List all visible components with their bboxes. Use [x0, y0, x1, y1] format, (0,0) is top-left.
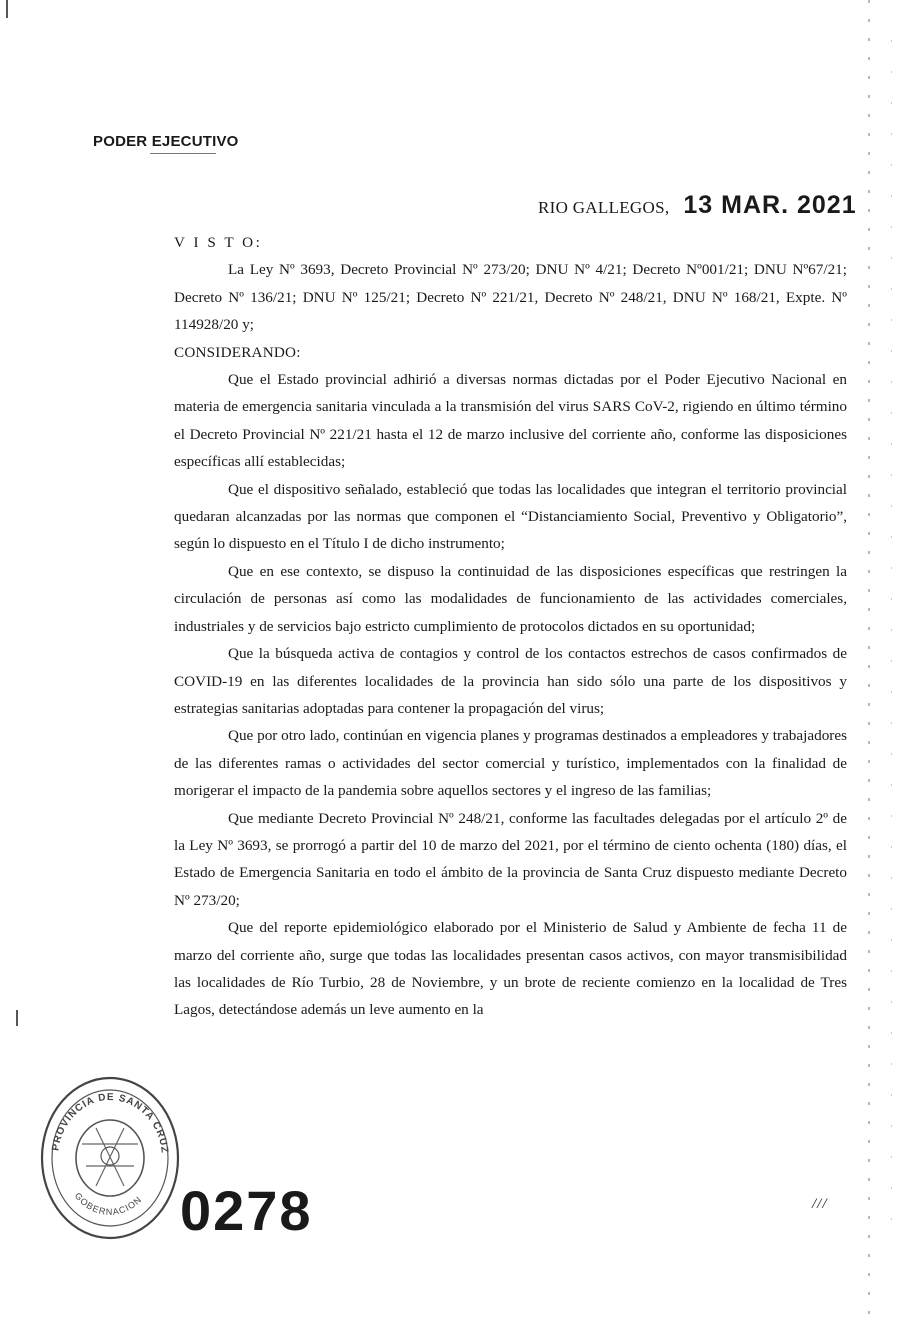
considerando-paragraph: Que por otro lado, continúan en vigencia planes y programas destinados a empleadores y trabajadores de las diferentes ramas o actividades del sector comercial y turístico, implementados con la finalidad de morigerar el impacto de la pandemia sobre aquellos sectores y el ingreso de las familias; [174, 727, 847, 800]
considerando-paragraph: Que la búsqueda activa de contagios y control de los contactos estrechos de casos confirmados de COVID-19 en las diferentes localidades de la provincia han sido sólo una parte de los dispositivos y estrategias sanitarias adoptadas para contener la propagación del virus; [174, 645, 847, 717]
official-seal-icon [36, 1066, 184, 1244]
considerando-paragraph: Que el dispositivo señalado, estableció que todas las localidades que integran el territorio provincial quedaran alcanzadas por las normas que componen el “Distanciamiento Social, Preventivo y Obligatorio”, según lo dispuesto en el Título I de dicho instrumento; [174, 480, 847, 553]
date-line [538, 191, 857, 220]
letterhead-underline [150, 153, 216, 154]
considerando-paragraph: Que en ese contexto, se dispuso la continuidad de las disposiciones específicas que restringen la circulación de personas así como las modalidades de funcionamiento de las actividades comerciales, industriales y de servicios bajo estricto cumplimiento de protocolos dictados en su oportunidad; [174, 562, 847, 635]
scan-noise [868, 0, 870, 1328]
considerando-paragraph: Que mediante Decreto Provincial Nº 248/21, conforme las facultades delegadas por el artículo 2º de la Ley Nº 3693, se prorrogó a partir del 10 de marzo del 2021, por el término de ciento ochenta (180) días, el Estado de Emergencia Sanitaria en todo el ámbito de la provincia de Santa Cruz dispuesto mediante Decreto Nº 273/20; [174, 809, 847, 909]
visto-heading: V I S T O: [174, 234, 263, 251]
svg-text:PROVINCIA DE SANTA CRUZ: PROVINCIA DE SANTA CRUZ [50, 1091, 170, 1155]
date-stamp: 13 MAR. 2021 [683, 191, 857, 219]
considerando-paragraph: Que del reporte epidemiológico elaborado por el Ministerio de Salud y Ambiente de fecha 11 de marzo del corriente año, surge que todas las localidades presentan casos activos, con mayor transmisibilidad las localidades de Río Turbio, 28 de Noviembre, y un brote de reciente comienzo en la localidad de Tres Lagos, detectándose además un leve aumento en la [174, 919, 847, 1019]
considerando-paragraph: Que el Estado provincial adhirió a diversas normas dictadas por el Poder Ejecutivo Nacional en materia de emergencia sanitaria vinculada a la transmisión del virus SARS CoV-2, rigiendo en último término el Decreto Provincial Nº 221/21 hasta el 12 de marzo inclusive del corriente año, conforme las disposiciones específicas allí establecidas; [174, 371, 847, 471]
visto-paragraph: La Ley Nº 3693, Decreto Provincial Nº 273/20; DNU Nº 4/21; Decreto Nº001/21; DNU Nº67/21; Decreto Nº 136/21; DNU Nº 125/21; Decreto Nº 221/21, Decreto Nº 248/21, DNU Nº 168/21, Expte. Nº 114928/20 y; [174, 261, 847, 334]
date-city: RIO GALLEGOS, [538, 198, 670, 217]
decree-body [174, 229, 847, 1024]
considerando-heading: CONSIDERANDO: [174, 343, 301, 361]
scan-edge-mark [16, 1010, 18, 1026]
scan-noise [891, 40, 892, 1240]
letterhead: PODER EJECUTIVO [93, 133, 239, 150]
scan-edge-mark [6, 0, 8, 18]
document-number: 0278 [180, 1179, 313, 1242]
svg-text:GOBERNACION: GOBERNACION [72, 1190, 144, 1217]
continuation-mark: /// [812, 1196, 828, 1212]
